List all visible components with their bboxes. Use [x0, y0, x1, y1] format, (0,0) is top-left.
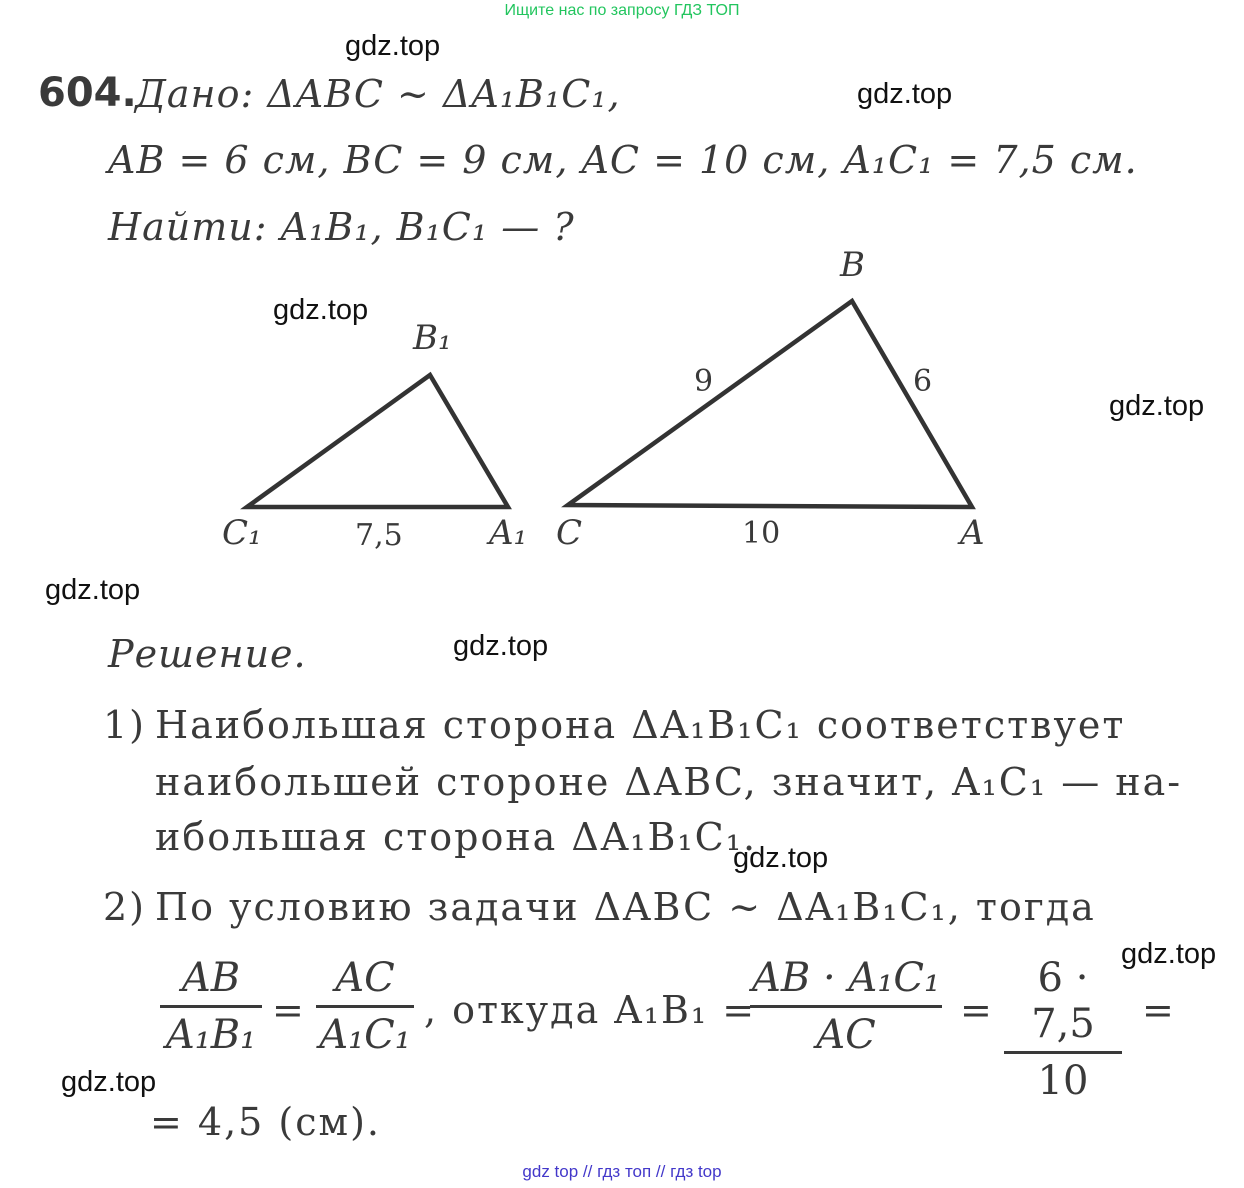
- side-CA-length: 10: [742, 516, 781, 551]
- equals-sign: =: [272, 988, 306, 1032]
- label-B1: B₁: [413, 318, 452, 358]
- top-banner[interactable]: Ищите нас по запросу ГДЗ ТОП: [504, 2, 740, 19]
- whence-text: , откуда A₁B₁ =: [424, 988, 757, 1032]
- given-line-2: AB = 6 см, BC = 9 см, AC = 10 см, A₁C₁ = 7,5 см.: [108, 138, 1138, 182]
- fraction-bar: [750, 1005, 942, 1008]
- step-2-line-1: По условию задачи ΔABC ~ ΔA₁B₁C₁, тогда: [155, 885, 1096, 929]
- watermark: gdz.top: [857, 78, 953, 110]
- label-A: A: [960, 513, 985, 553]
- fraction-denominator: 10: [1037, 1058, 1089, 1104]
- step-1-line-1: Наибольшая сторона ΔA₁B₁C₁ соответствует: [155, 703, 1126, 747]
- label-B: B: [840, 245, 865, 285]
- watermark: gdz.top: [45, 574, 141, 606]
- fraction-numerator: AB · A₁C₁: [752, 955, 940, 1001]
- large-triangle: [568, 301, 972, 507]
- watermark: gdz.top: [1109, 390, 1205, 422]
- equals-sign: =: [960, 988, 994, 1032]
- label-C1: C₁: [222, 513, 262, 553]
- fraction-formula: [750, 955, 942, 1058]
- step-1-line-3: ибольшая сторона ΔA₁B₁C₁.: [155, 815, 758, 859]
- label-C: C: [556, 513, 583, 553]
- fraction-denominator: A₁B₁: [165, 1012, 257, 1058]
- fraction-ac-over-a1c1: [316, 955, 414, 1058]
- given-expression: : ΔABC ~ ΔA₁B₁C₁,: [240, 72, 621, 116]
- watermark: gdz.top: [1121, 938, 1217, 970]
- watermark: gdz.top: [345, 30, 441, 62]
- solution-heading: Решение.: [108, 632, 307, 676]
- fraction-numeric: [1004, 955, 1122, 1104]
- find-line: Найти: A₁B₁, B₁C₁ — ?: [108, 205, 575, 249]
- footer-links[interactable]: gdz top // гдз топ // гдз top: [522, 1162, 722, 1181]
- watermark: gdz.top: [453, 630, 549, 662]
- watermark: gdz.top: [273, 294, 369, 326]
- result-line: = 4,5 (см).: [150, 1100, 381, 1144]
- side-CB-length: 9: [694, 364, 714, 399]
- equals-sign: =: [1142, 988, 1176, 1032]
- label-A1: A₁: [489, 513, 528, 553]
- fraction-numerator: AB: [181, 955, 241, 1001]
- watermark: gdz.top: [733, 842, 829, 874]
- fraction-bar: [316, 1005, 414, 1008]
- fraction-ab-over-a1b1: [160, 955, 262, 1058]
- given-label: Дано: [135, 72, 241, 116]
- fraction-denominator: AC: [816, 1012, 876, 1058]
- fraction-numerator: AC: [335, 955, 395, 1001]
- side-C1A1-length: 7,5: [355, 518, 403, 553]
- fraction-bar: [160, 1005, 262, 1008]
- fraction-numerator: 6 · 7,5: [1031, 955, 1095, 1047]
- side-BA-length: 6: [913, 364, 933, 399]
- watermark: gdz.top: [61, 1066, 157, 1098]
- fraction-bar: [1004, 1051, 1122, 1054]
- step-1-number: 1): [103, 703, 147, 747]
- problem-number: 604.: [38, 70, 137, 116]
- fraction-denominator: A₁C₁: [319, 1012, 411, 1058]
- step-1-line-2: наибольшей стороне ΔABC, значит, A₁C₁ — на-: [155, 760, 1183, 804]
- step-2-number: 2): [103, 885, 147, 929]
- small-triangle: [247, 375, 508, 507]
